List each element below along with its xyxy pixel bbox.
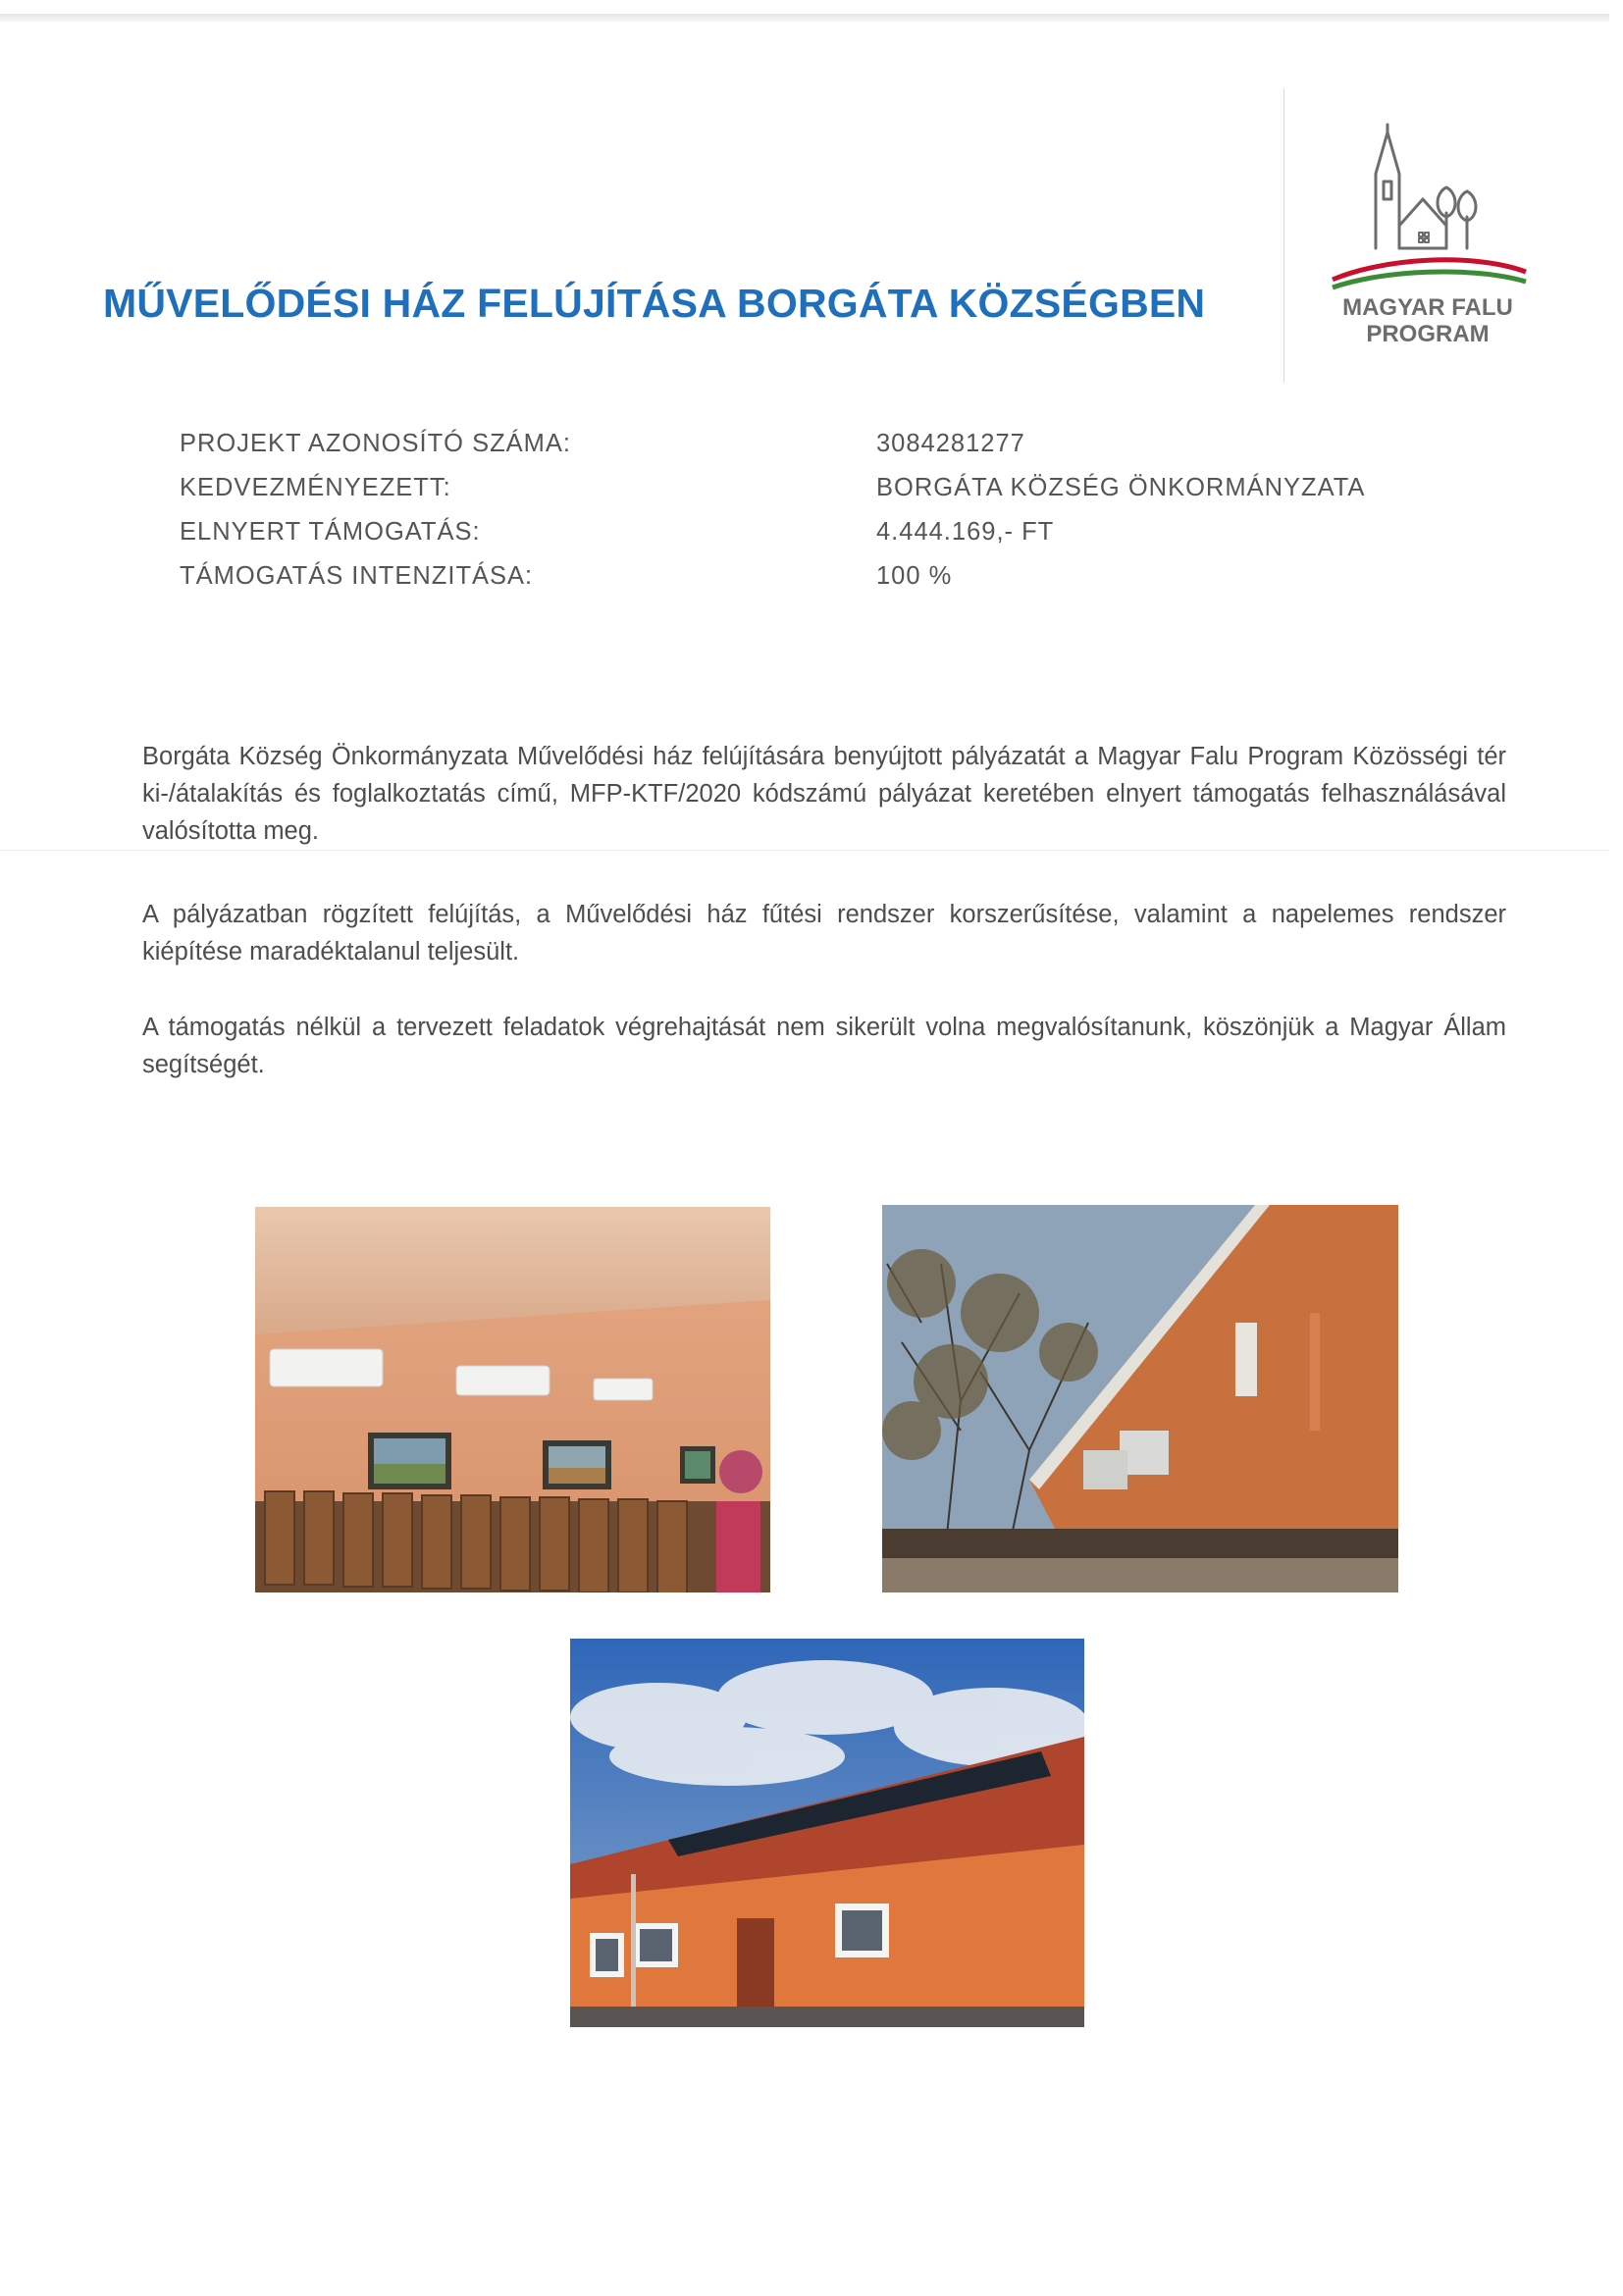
solar-roof-building-photo — [570, 1639, 1084, 2027]
info-row-project-id — [180, 430, 1455, 474]
paragraph-1: Borgáta Község Önkormányzata Művelődési ház felújítására benyújtott pályázatát a Magyar Falu Program Közösségi tér ki-/átalakítás és foglalkoztatás című, MFP-KTF/2020 kódszámú pályázat keretében elnyert támogatás felhasználásával valósította meg. — [142, 743, 1506, 845]
info-value: 100 % — [876, 562, 953, 590]
scan-artifact-line — [0, 850, 1609, 851]
info-row-intensity — [180, 562, 1455, 606]
scan-edge — [0, 14, 1609, 22]
page-title: MŰVELŐDÉSI HÁZ FELÚJÍTÁSA BORGÁTA KÖZSÉGBEN — [103, 281, 1206, 326]
info-row-beneficiary — [180, 474, 1455, 518]
info-row-grant — [180, 518, 1455, 562]
logo-line-1: MAGYAR FALU — [1342, 294, 1513, 321]
magyar-falu-program-logo — [1325, 123, 1531, 348]
info-label: KEDVEZMÉNYEZETT: — [180, 474, 451, 501]
info-label: PROJEKT AZONOSÍTÓ SZÁMA: — [180, 430, 572, 457]
logo-line-2: PROGRAM — [1366, 321, 1490, 347]
village-church-icon — [1325, 123, 1531, 294]
paragraph-2: A pályázatban rögzített felújítás, a Művelődési ház fűtési rendszer korszerűsítése, valamint a napelemes rendszer kiépítése maradéktalanul teljesült. — [142, 901, 1506, 965]
info-value: 4.444.169,- FT — [876, 518, 1055, 546]
project-info — [180, 430, 1455, 606]
logo-divider — [1283, 88, 1284, 383]
info-value: BORGÁTA KÖZSÉG ÖNKORMÁNYZATA — [876, 474, 1366, 501]
exterior-ac-units-photo — [882, 1205, 1398, 1592]
info-label: ELNYERT TÁMOGATÁS: — [180, 518, 481, 546]
paragraph-3: A támogatás nélkül a tervezett feladatok végrehajtását nem sikerült volna megvalósítanunk, köszönjük a Magyar Állam segítségét. — [142, 1014, 1506, 1078]
info-label: TÁMOGATÁS INTENZITÁSA: — [180, 562, 534, 590]
info-value: 3084281277 — [876, 430, 1025, 457]
interior-hall-photo — [255, 1207, 770, 1592]
